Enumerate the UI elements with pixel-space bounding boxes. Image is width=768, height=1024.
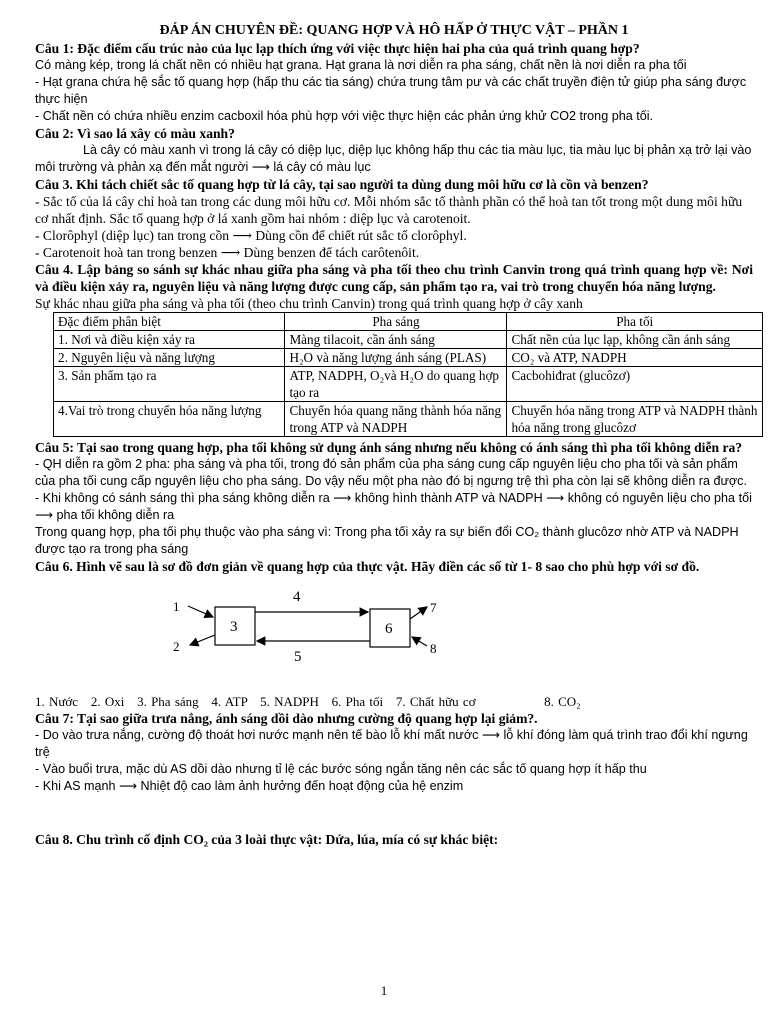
question-8: Câu 8. Chu trình cố định CO₂ của 3 loài thực vật: Dứa, lúa, mía có sự khác biệt: bbox=[35, 832, 499, 847]
document-page bbox=[35, 22, 758, 848]
diagram-legend-items: 1. Nước 2. Oxi 3. Pha sáng 4. ATP 5. NADPH 6. Pha tối 7. Chất hữu cơ bbox=[35, 694, 476, 709]
table-cell-light: Chuyển hóa quang năng thành hóa năng trong ATP và NADPH bbox=[285, 402, 507, 437]
answer-3-line-3: - Carotenoit hoà tan trong benzen ⟶ Dùng benzen để tách carôtenôit. bbox=[35, 245, 420, 260]
table-cell-dark: Chuyển hóa năng trong ATP và NADPH thành hóa năng trong glucôzơ bbox=[507, 402, 763, 437]
document-title: ĐÁP ÁN CHUYÊN ĐỀ: QUANG HỢP VÀ HÔ HẤP Ở THỰC VẬT – PHẦN 1 bbox=[159, 23, 629, 38]
table-cell-dark: CO₂ và ATP, NADPH bbox=[507, 349, 763, 367]
table-row bbox=[54, 402, 763, 437]
table-cell-dark: Chất nền của lục lạp, không cần ánh sáng bbox=[507, 331, 763, 349]
table-header-feature: Đặc điểm phân biệt bbox=[54, 313, 285, 331]
arrow-output-7 bbox=[410, 607, 427, 619]
table-cell-light: ATP, NADPH, O₂và H₂O do quang hợp tạo ra bbox=[285, 367, 507, 402]
label-1: 1 bbox=[173, 599, 180, 614]
table-cell-feature: 3. Sản phẩm tạo ra bbox=[54, 367, 285, 402]
label-6: 6 bbox=[385, 621, 393, 637]
table-cell-dark: Cacbohiđrat (glucôzơ) bbox=[507, 367, 763, 402]
arrow-input-1 bbox=[188, 606, 213, 617]
comparison-table bbox=[53, 312, 763, 437]
label-2: 2 bbox=[173, 639, 180, 654]
question-5: Câu 5: Tại sao trong quang hợp, pha tối không sử dụng ánh sáng nhưng nếu không có ánh sáng thì pha tối không diễn ra? bbox=[35, 440, 743, 455]
table-cell-feature: 1. Nơi và điều kiện xảy ra bbox=[54, 331, 285, 349]
table-row bbox=[54, 331, 763, 349]
answer-7-line-2: - Vào buổi trưa, mặc dù AS dồi dào nhưng tỉ lệ các bước sóng ngắn tăng nên các sắc tố quang hợp ít hấp thu bbox=[35, 762, 647, 776]
answer-3-line-1: - Sắc tố của lá cây chỉ hoà tan trong các dung môi hữu cơ. Mỗi nhóm sắc tố thành phần có thể hoà tan tốt trong một dung môi hữu cơ nhất định. Sắc tố quang hợp ở lá xanh gồm hai nhóm : diệp lục và carotenoit. bbox=[35, 194, 743, 226]
question-1: Câu 1: Đặc điểm cấu trúc nào của lục lạp thích ứng với việc thực hiện hai pha của quá trình quang hợp? bbox=[35, 41, 640, 56]
answer-7-line-3: - Khi AS mạnh ⟶ Nhiệt độ cao làm ảnh hưởng đến hoạt động của hệ enzim bbox=[35, 779, 464, 793]
question-4: Câu 4. Lập bảng so sánh sự khác nhau giữa pha sáng và pha tối theo chu trình Canvin trong quá trình quang hợp về: Nơi và điều kiện xảy ra, nguyên liệu và năng lượng được cung cấp, sản phẩm tạo ra, vai trò trong chuyển hóa năng lượng. bbox=[35, 262, 753, 294]
answer-5-line-3: Trong quang hợp, pha tối phụ thuộc vào pha sáng vì: Trong pha tối xảy ra sự biến đổi CO₂ thành glucôzơ nhờ ATP và NADPH được tạo ra trong pha sáng bbox=[35, 525, 739, 556]
arrow-input-8 bbox=[412, 637, 427, 646]
table-cell-feature: 2. Nguyên liệu và năng lượng bbox=[54, 349, 285, 367]
page-number: 1 bbox=[380, 983, 388, 998]
question-7: Câu 7: Tại sao giữa trưa nắng, ánh sáng dồi dào nhưng cường độ quang hợp lại giảm?. bbox=[35, 711, 538, 726]
answer-1-line-3: - Chất nền có chứa nhiều enzim cacboxil hóa phù hợp với việc thực hiện các phản ứng khử CO2 trong pha tối. bbox=[35, 109, 654, 123]
table-header-light: Pha sáng bbox=[285, 313, 507, 331]
table-header-dark: Pha tối bbox=[507, 313, 763, 331]
answer-3-line-2: - Clorôphyl (diệp lục) tan trong cồn ⟶ Dùng cồn để chiết rút sắc tố clorôphyl. bbox=[35, 228, 467, 243]
label-4: 4 bbox=[293, 589, 301, 605]
question-6: Câu 6. Hình vẽ sau là sơ đồ đơn giản về quang hợp của thực vật. Hãy điền các số từ 1- 8 sao cho phù hợp với sơ đồ. bbox=[35, 559, 700, 574]
label-8: 8 bbox=[430, 641, 437, 656]
table-cell-feature: 4.Vai trò trong chuyển hóa năng lượng bbox=[54, 402, 285, 437]
answer-1-line-1: Có màng kép, trong lá chất nền có nhiều hạt grana. Hạt grana là nơi diễn ra pha sáng, chất nền là nơi diễn ra pha tối bbox=[35, 58, 687, 72]
table-row bbox=[54, 349, 763, 367]
diagram-legend bbox=[35, 693, 753, 710]
table-header-row bbox=[54, 313, 763, 331]
photosynthesis-diagram bbox=[35, 575, 753, 693]
answer-1-line-2: - Hạt grana chứa hệ sắc tố quang hợp (hấp thu các tia sáng) chứa trung tâm pư và các chất truyền điện tử giúp pha sáng được thực hiện bbox=[35, 75, 747, 106]
answer-5-line-1: - QH diễn ra gồm 2 pha: pha sáng và pha tối, trong đó sản phẩm của pha sáng cung cấp nguyên liệu cho pha tối và sản phẩm của pha tối cung cấp nguyên liệu cho pha sáng. Do vậy nếu một pha nào đó bị ngưng trệ thì pha còn lại sẽ không diễn ra được. bbox=[35, 457, 747, 488]
label-7: 7 bbox=[430, 600, 437, 615]
answer-7-line-1: - Do vào trưa nắng, cường độ thoát hơi nước mạnh nên tế bào lỗ khí mất nước ⟶ lỗ khí đóng làm quá trình trao đổi khí ngưng trệ bbox=[35, 728, 748, 759]
table-row bbox=[54, 367, 763, 402]
arrow-output-2 bbox=[190, 635, 215, 645]
question-3: Câu 3. Khi tách chiết sắc tố quang hợp từ lá cây, tại sao người ta dùng dung môi hữu cơ là cồn và benzen? bbox=[35, 177, 649, 192]
table-cell-light: Màng tilacoit, cần ánh sáng bbox=[285, 331, 507, 349]
label-3: 3 bbox=[230, 619, 238, 635]
label-5: 5 bbox=[294, 649, 302, 665]
diagram-svg bbox=[35, 575, 753, 693]
table-intro: Sự khác nhau giữa pha sáng và pha tối (theo chu trình Canvin) trong quá trình quang hợp ở cây xanh bbox=[35, 296, 583, 311]
table-cell-light: H₂O và năng lượng ánh sáng (PLAS) bbox=[285, 349, 507, 367]
diagram-legend-last: 8. CO₂ bbox=[544, 694, 581, 709]
question-2: Câu 2: Vì sao lá xây có màu xanh? bbox=[35, 126, 235, 141]
answer-5-line-2: - Khi không có sánh sáng thì pha sáng không diễn ra ⟶ không hình thành ATP và NADPH ⟶ không có nguyên liệu cho pha tối ⟶ pha tối không diễn ra bbox=[35, 491, 752, 522]
answer-2: Là cây có màu xanh vì trong lá cây có diệp lục, diệp lục không hấp thu các tia màu lục, tia màu lục bị phản xạ trở lại vào môi trường và phản xạ đến mắt người ⟶ lá cây có màu lục bbox=[35, 143, 752, 174]
